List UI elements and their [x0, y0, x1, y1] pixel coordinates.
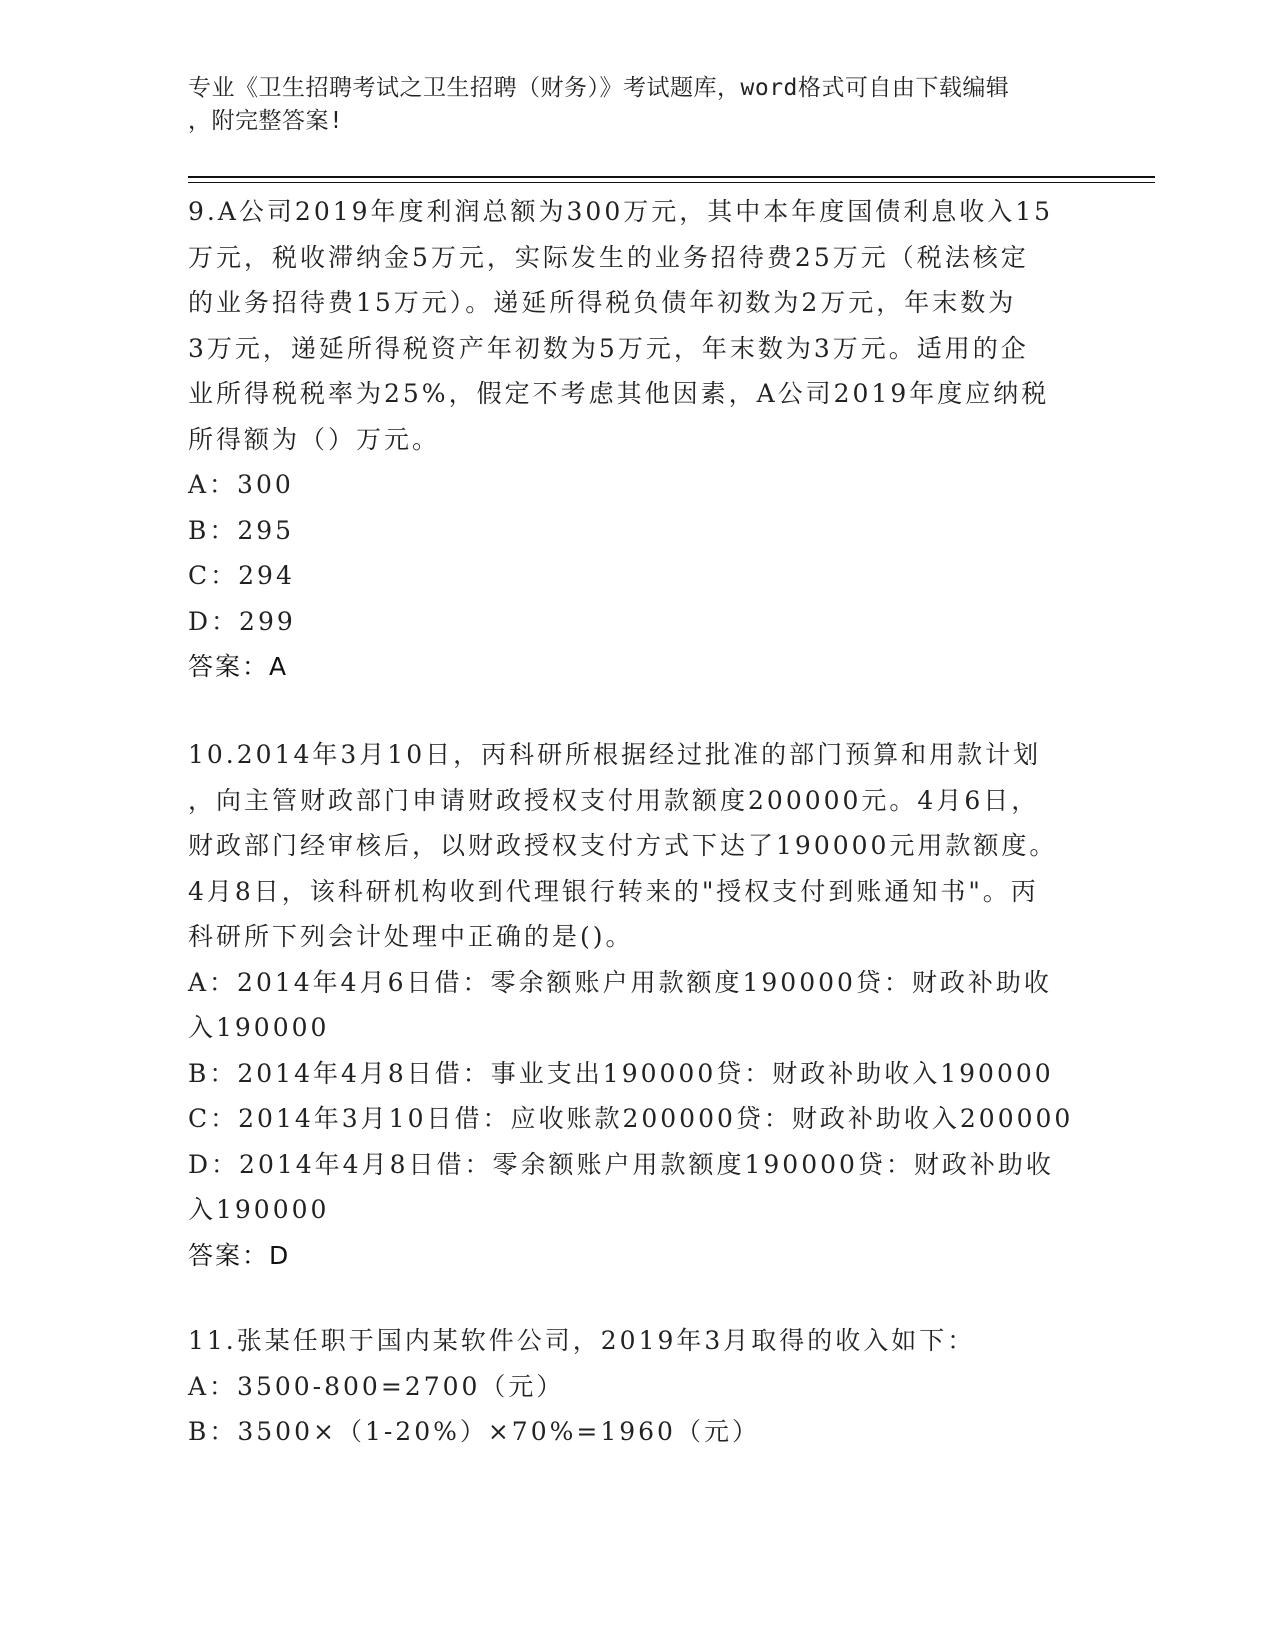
question-text-line: 万元，税收滞纳金5万元，实际发生的业务招待费25万元（税法核定 — [188, 242, 1029, 272]
question-text-line: 10.2014年3月10日，丙科研所根据经过批准的部门预算和用款计划 — [188, 740, 1042, 769]
question-text-line: 4月8日，该科研机构收到代理银行转来的"授权支付到账通知书"。丙 — [188, 876, 1039, 906]
question-11 — [188, 1318, 1088, 1455]
question-9 — [188, 189, 1088, 690]
option-d: D：299 — [188, 606, 296, 636]
option-d-continued: 入190000 — [188, 1195, 330, 1224]
option-b: B：3500×（1-20%）×70%=1960（元） — [188, 1417, 760, 1446]
option-b: B：2014年4月8日借：事业支出190000贷：财政补助收入190000 — [188, 1058, 1054, 1088]
question-text-line: 所得额为（）万元。 — [188, 424, 441, 454]
option-c: C：294 — [188, 561, 295, 590]
question-text-line: ，向主管财政部门申请财政授权支付用款额度200000元。4月6日， — [188, 785, 1040, 815]
question-text-line: 科研所下列会计处理中正确的是()。 — [188, 922, 634, 951]
question-text-line: 9.A公司2019年度利润总额为300万元，其中本年度国债利息收入15 — [188, 197, 1054, 226]
option-c: C：2014年3月10日借：应收账款200000贷：财政补助收入200000 — [188, 1104, 1074, 1133]
header-line-1: 专业《卫生招聘考试之卫生招聘（财务）》考试题库，word格式可自由下载编辑 — [188, 75, 1010, 101]
header-line-2: ，附完整答案! — [188, 108, 344, 134]
option-a: A：3500-800=2700（元） — [188, 1371, 565, 1401]
option-a: A：2014年4月6日借：零余额账户用款额度190000贷：财政补助收 — [188, 967, 1052, 997]
header-divider-thick — [188, 176, 1155, 178]
question-text-line: 11.张某任职于国内某软件公司，2019年3月取得的收入如下： — [188, 1326, 976, 1355]
question-text-line: 3万元，递延所得税资产年初数为5万元，年末数为3万元。适用的企 — [188, 333, 1029, 363]
answer-label: 答案：D — [188, 1240, 291, 1270]
option-a: A：300 — [188, 470, 294, 499]
option-b: B：295 — [188, 515, 295, 545]
answer-label: 答案：A — [188, 652, 289, 681]
option-d: D：2014年4月8日借：零余额账户用款额度190000贷：财政补助收 — [188, 1149, 1054, 1179]
question-text-line: 业所得税税率为25%，假定不考虑其他因素，A公司2019年度应纳税 — [188, 379, 1050, 408]
header-divider-thin — [188, 182, 1155, 183]
document-header — [188, 72, 1068, 138]
question-text-line: 的业务招待费15万元）。递延所得税负债年初数为2万元，年末数为 — [188, 288, 1017, 317]
question-10 — [188, 732, 1088, 1278]
question-text-line: 财政部门经审核后，以财政授权支付方式下达了190000元用款额度。 — [188, 831, 1058, 860]
option-a-continued: 入190000 — [188, 1013, 330, 1042]
